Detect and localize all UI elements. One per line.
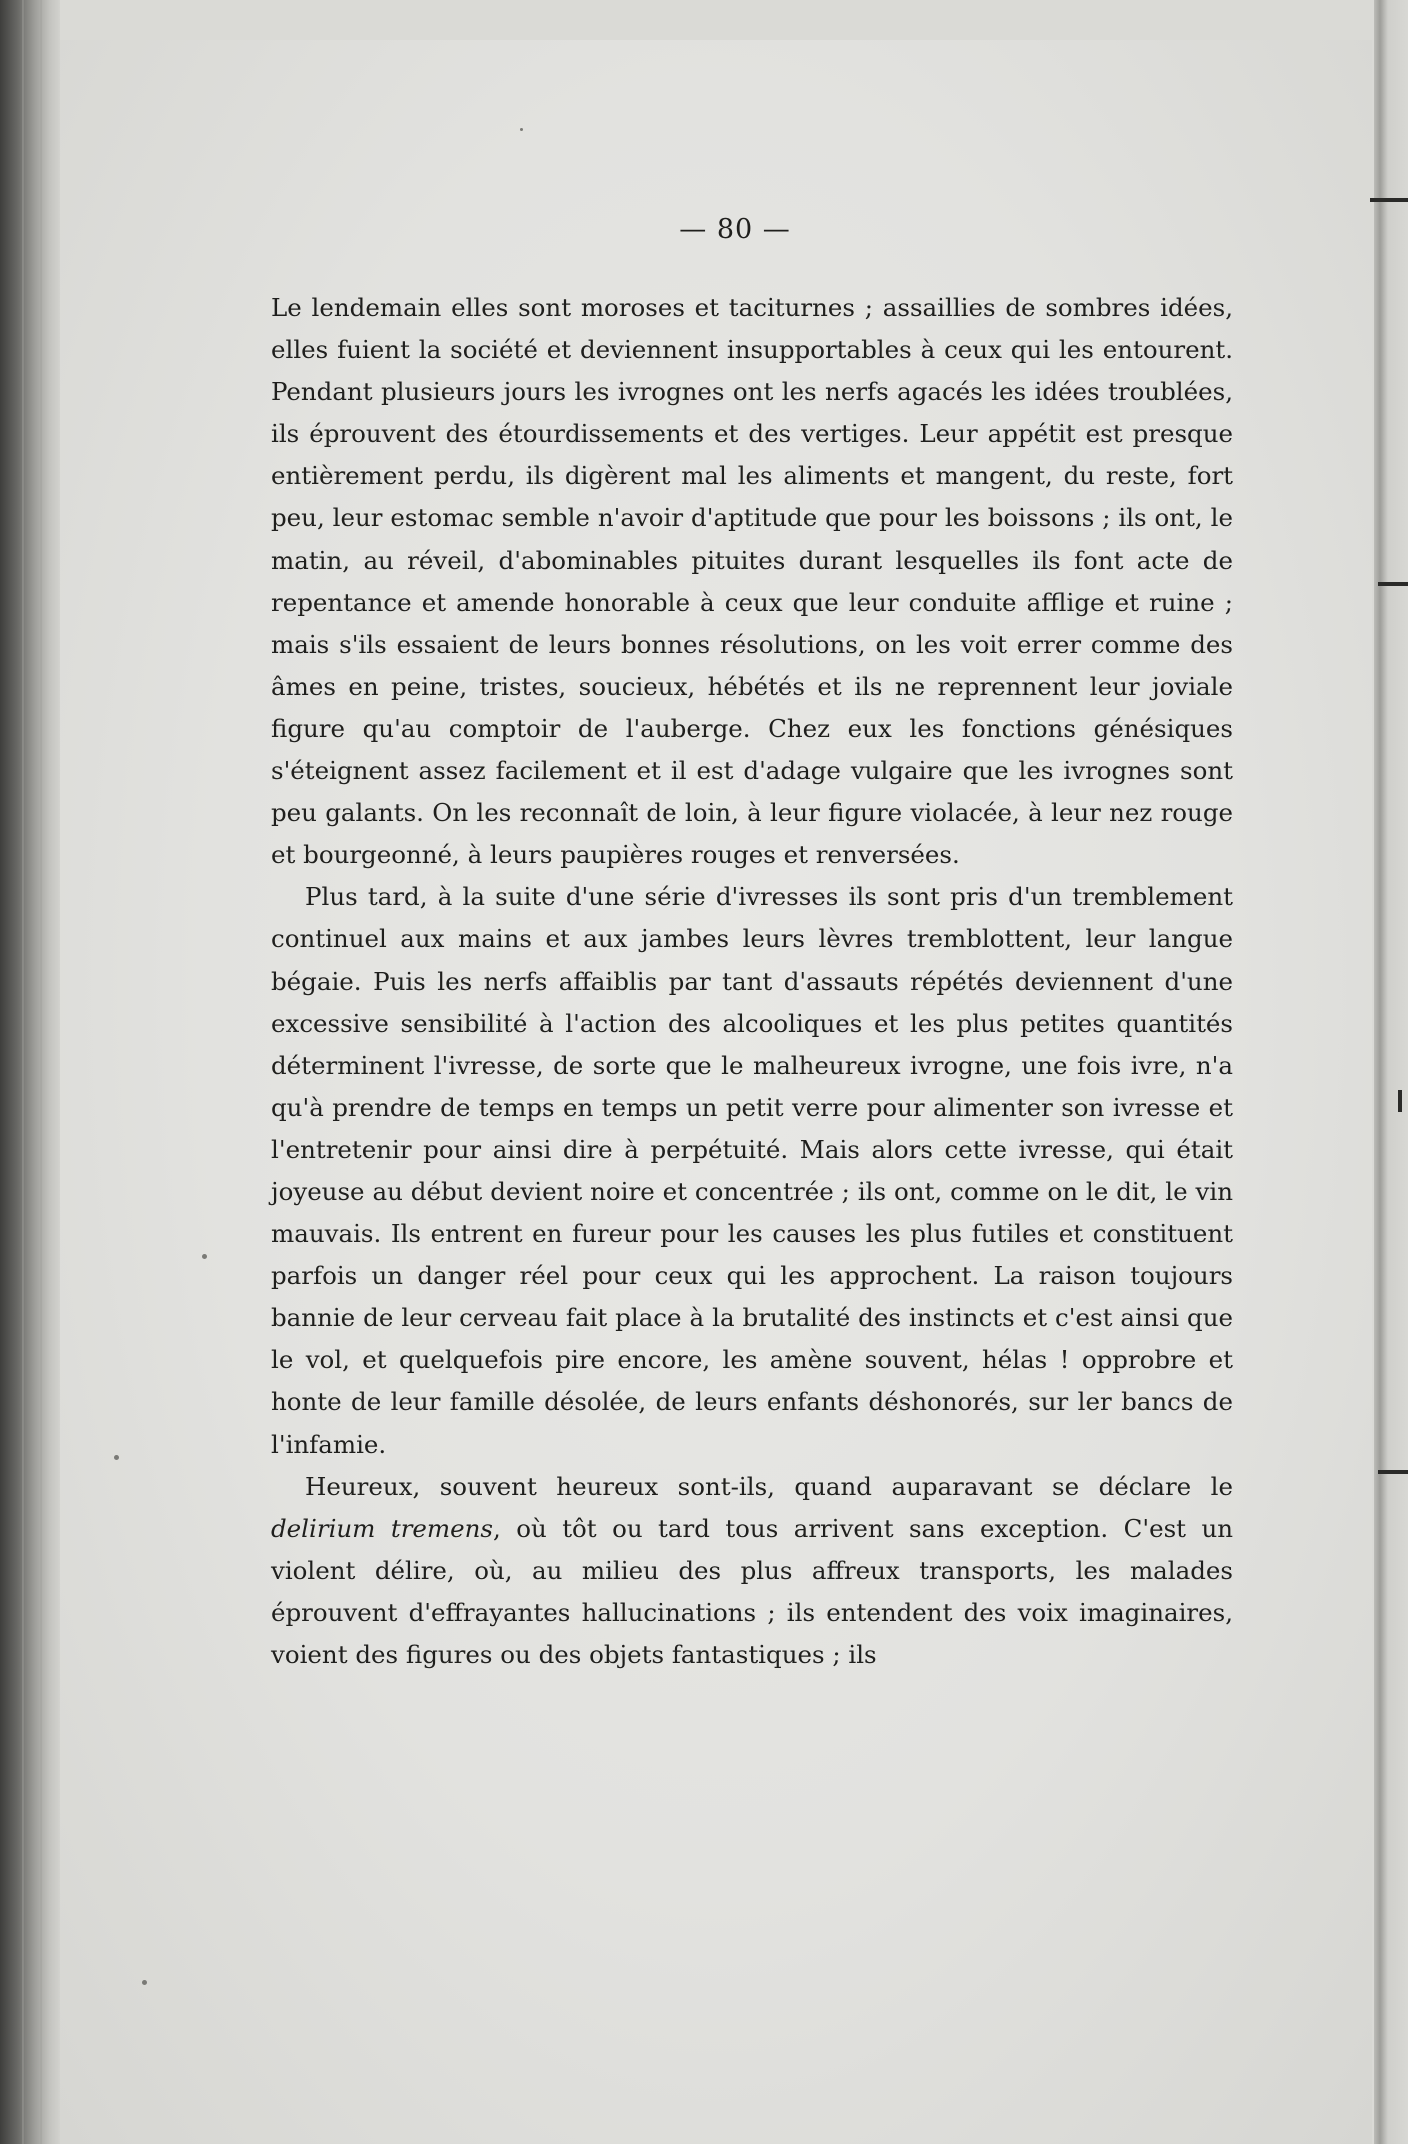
paper-speck [202, 1254, 207, 1259]
paragraph-3-end: , où tôt ou tard tous arrivent sans exception. C'est un violent délire, où, au milieu des plus affreux transports, les malades éprouvent d'effrayantes hallucinations ; ils entendent des voix imaginaires, voient des figures ou des objets fantastiques ; ils [271, 1513, 1234, 1669]
page-number: — 80 — [679, 214, 791, 245]
page-edge-mark [1378, 1470, 1408, 1474]
paragraph-3-start: Heureux, souvent heureux sont-ils, quand auparavant se déclare le [305, 1471, 1233, 1501]
next-page-edge [1374, 0, 1408, 2144]
body-text [271, 287, 1233, 1676]
binding-edge-line [40, 0, 42, 2144]
paper-speck [114, 1455, 119, 1460]
page-edge-mark [1398, 1090, 1402, 1112]
italic-term: delirium tremens [271, 1513, 493, 1543]
page-edge-mark [1378, 582, 1408, 586]
paragraph-1: Le lendemain elles sont moroses et taciturnes ; assaillies de sombres idées, elles fuient la société et deviennent insupportables à ceux qui les entourent. Pendant plusieurs jours les ivrognes ont les nerfs agacés les idées troublées, ils éprouvent des étourdissements et des vertiges. Leur appétit est presque entièrement perdu, ils digèrent mal les aliments et mangent, du reste, fort peu, leur estomac semble n'avoir d'aptitude que pour les boissons ; ils ont, le matin, au réveil, d'abominables pituites durant lesquelles ils font acte de repentance et amende honorable à ceux que leur conduite afflige et ruine ; mais s'ils essaient de leurs bonnes résolutions, on les voit errer comme des âmes en peine, tristes, soucieux, hébétés et ils ne reprennent leur joviale figure qu'au comptoir de l'auberge. Chez eux les fonctions génésiques s'éteignent assez facilement et il est d'adage vulgaire que les ivrognes sont peu galants. On les reconnaît de loin, à leur figure violacée, à leur nez rouge et bourgeonné, à leurs paupières rouges et renversées. [271, 293, 1233, 870]
paragraph-2: Plus tard, à la suite d'une série d'ivresses ils sont pris d'un tremblement continuel aux mains et aux jambes leurs lèvres tremblottent, leur langue bégaie. Puis les nerfs affaiblis par tant d'assauts répétés deviennent d'une excessive sensibilité à l'action des alcooliques et les plus petites quantités déterminent l'ivresse, de sorte que le malheureux ivrogne, une fois ivre, n'a qu'à prendre de temps en temps un petit verre pour alimenter son ivresse et l'entretenir pour ainsi dire à perpétuité. Mais alors cette ivresse, qui était joyeuse au début devient noire et concentrée ; ils ont, comme on le dit, le vin mauvais. Ils entrent en fureur pour les causes les plus futiles et constituent parfois un danger réel pour ceux qui les approchent. La raison toujours bannie de leur cerveau fait place à la brutalité des instincts et c'est ainsi que le vol, et quelquefois pire encore, les amène souvent, hélas ! opprobre et honte de leur famille désolée, de leurs enfants déshonorés, sur ler bancs de l'infamie. [271, 882, 1233, 1459]
paragraph-3 [271, 1466, 1233, 1676]
book-binding [0, 0, 60, 2144]
binding-edge-line [22, 0, 24, 2144]
paper-speck [142, 1980, 147, 1985]
paper-speck [520, 128, 523, 131]
page-edge-mark [1370, 198, 1408, 202]
